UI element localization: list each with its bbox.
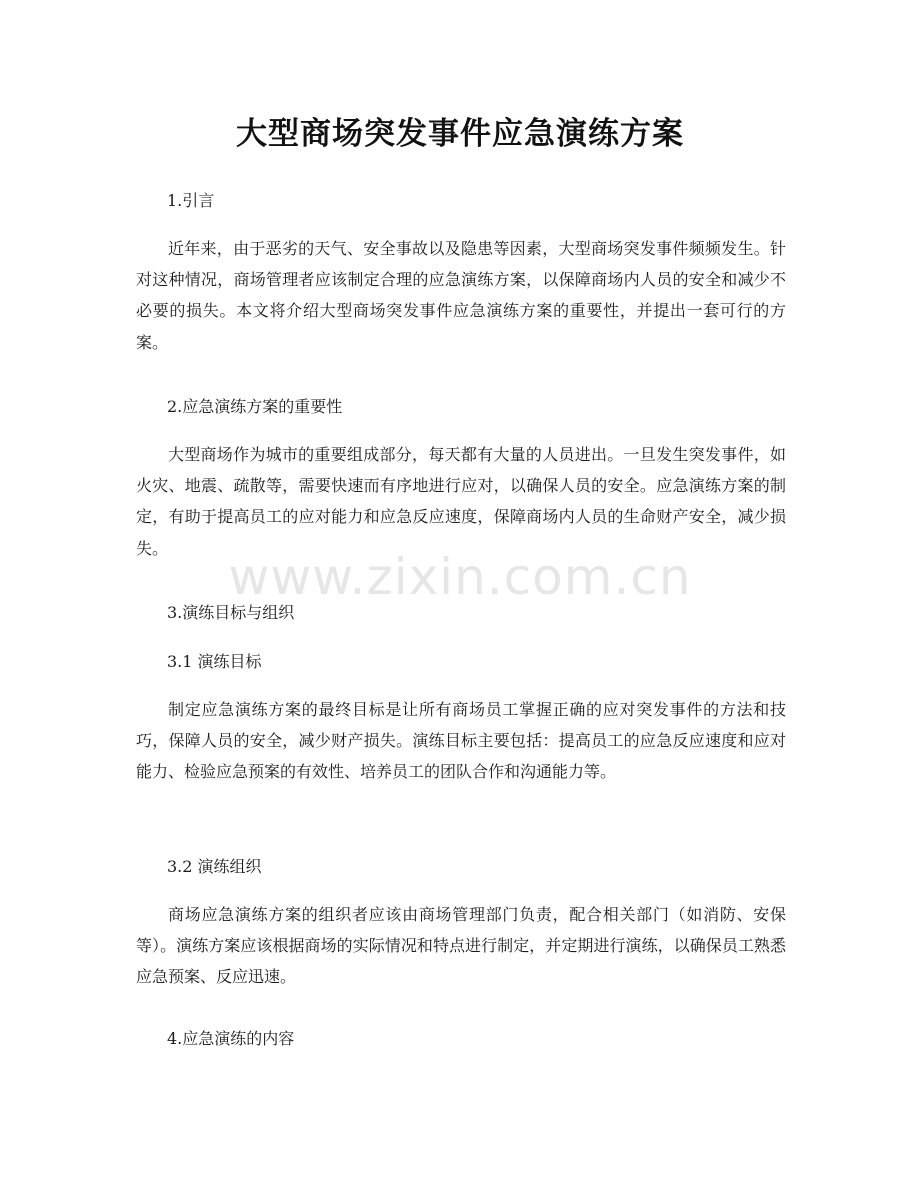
- section-heading-drill-content: 4.应急演练的内容: [167, 1029, 295, 1048]
- document-title: 大型商场突发事件应急演练方案: [236, 116, 684, 152]
- section-heading-goals-organization: 3.演练目标与组织: [167, 603, 295, 622]
- section-heading-drill-organization: 3.2 演练组织: [167, 857, 262, 876]
- section-paragraph-drill-organization: 商场应急演练方案的组织者应该由商场管理部门负责，配合相关部门（如消防、安保等）。演练方案应该根据商场的实际情况和特点进行制定，并定期进行演练，以确保员工熟悉应急预案、反应迅速。: [136, 905, 786, 987]
- section-paragraph-importance: 大型商场作为城市的重要组成部分，每天都有大量的人员进出。一旦发生突发事件，如火灾、地震、疏散等，需要快速而有序地进行应对，以确保人员的安全。应急演练方案的制定，有助于提高员工的应对能力和应急反应速度，保障商场内人员的生命财产安全，减少损失。: [136, 445, 786, 558]
- section-paragraph-introduction: 近年来，由于恶劣的天气、安全事故以及隐患等因素，大型商场突发事件频频发生。针对这种情况，商场管理者应该制定合理的应急演练方案，以保障商场内人员的安全和减少不必要的损失。本文将介绍大型商场突发事件应急演练方案的重要性，并提出一套可行的方案。: [136, 239, 786, 352]
- watermark: www.zixin.com.cn: [228, 548, 692, 606]
- section-heading-drill-goals: 3.1 演练目标: [167, 652, 262, 671]
- section-heading-introduction: 1.引言: [167, 191, 215, 210]
- section-paragraph-drill-goals: 制定应急演练方案的最终目标是让所有商场员工掌握正确的应对突发事件的方法和技巧，保障人员的安全，减少财产损失。演练目标主要包括：提高员工的应急反应速度和应对能力、检验应急预案的有效性、培养员工的团队合作和沟通能力等。: [136, 700, 786, 782]
- section-heading-importance: 2.应急演练方案的重要性: [167, 397, 343, 416]
